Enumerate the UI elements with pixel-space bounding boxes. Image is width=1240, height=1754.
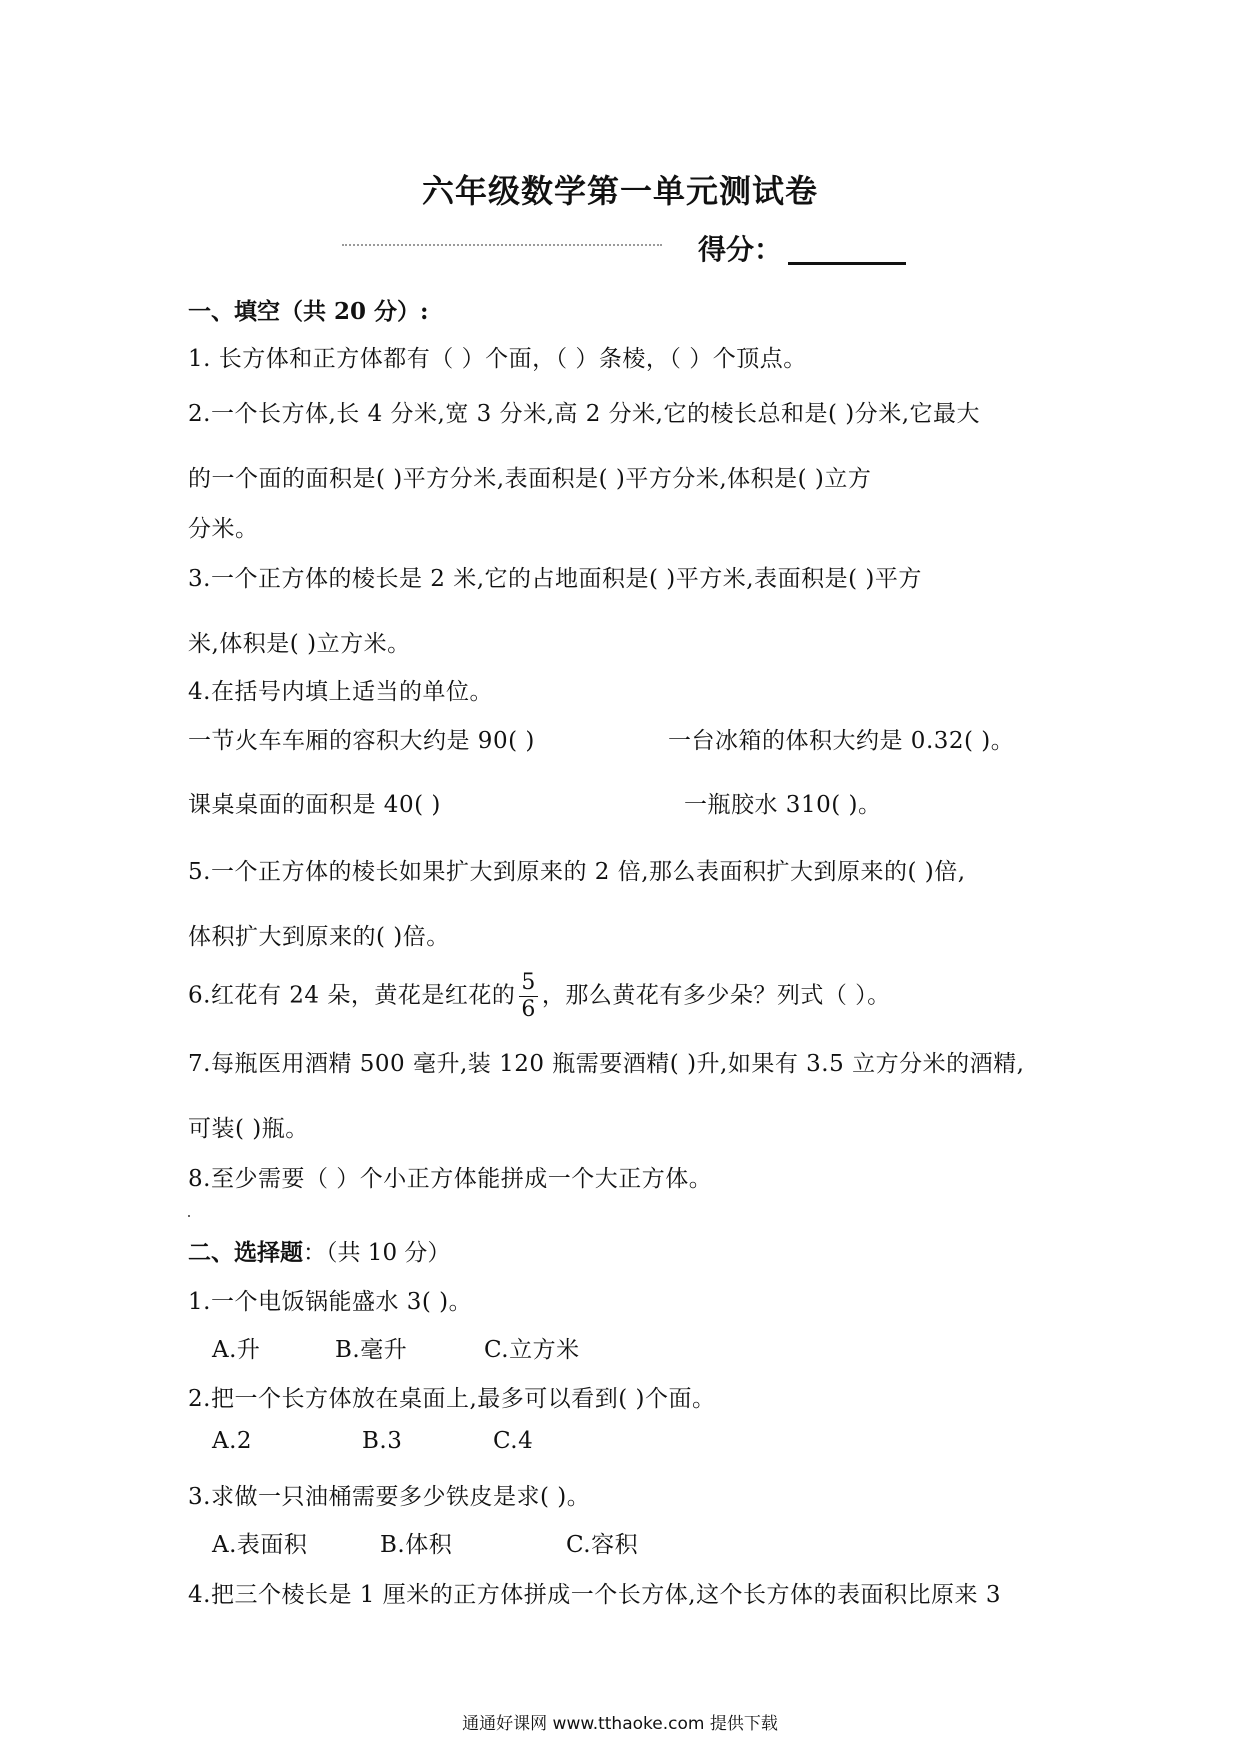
score-blank [788,262,906,265]
question-1-5-line2: 体积扩大到原来的( )倍。 [188,924,450,950]
section2-heading [188,1234,450,1267]
fraction-denominator: 6 [521,997,536,1022]
question-1-4-intro: 4.在括号内填上适当的单位。 [188,679,493,705]
dotted-leader [342,232,662,246]
question-1-4-desk: 课桌桌面的面积是 40( ) [188,792,441,818]
question-1-4-fridge: 一台冰箱的体积大约是 0.32( )。 [668,728,1015,754]
question-1-2-line3: 分米。 [188,516,259,542]
scan-speck [188,1215,190,1217]
question-1-1: 1. 长方体和正方体都有（ ）个面，（ ）条棱，（ ）个顶点。 [188,346,807,372]
page-title: 六年级数学第一单元测试卷 [421,172,818,210]
footer-credit: 通通好课网 www.tthaoke.com 提供下载 [462,1714,778,1734]
question-1-6-end: ，那么黄花有多少朵？列式（ ）。 [541,982,891,1009]
question-1-2-line1: 2.一个长方体,长 4 分米,宽 3 分米,高 2 分米,它的棱长总和是( )分米,它最大 [188,401,981,427]
question-2-3: 3.求做一只油桶需要多少铁皮是求( )。 [188,1484,591,1510]
section2-heading-rest: ：（共 10 分） [303,1240,451,1266]
option-2-3-b: B.体积 [380,1532,453,1558]
question-1-6 [188,970,891,1023]
option-2-1-c: C.立方米 [484,1337,580,1363]
question-2-1: 1.一个电饭锅能盛水 3( )。 [188,1289,473,1315]
section2-heading-bold: 二、选择题 [188,1239,303,1266]
question-1-6-start: 6.红花有 24 朵，黄花是红花的 [188,982,516,1009]
option-2-1-b: B.毫升 [335,1337,408,1363]
option-2-2-a: A.2 [212,1428,253,1454]
question-1-7-line2: 可装( )瓶。 [188,1116,309,1142]
question-1-2-line2: 的一个面的面积是( )平方分米,表面积是( )平方分米,体积是( )立方 [188,466,872,492]
question-1-7-line1: 7.每瓶医用酒精 500 毫升,装 120 瓶需要酒精( )升,如果有 3.5 立方分米的酒精, [188,1051,1025,1077]
fraction-five-sixths [519,970,538,1023]
fraction-numerator: 5 [521,970,536,995]
option-2-2-c: C.4 [493,1428,534,1454]
question-1-4-train: 一节火车车厢的容积大约是 90( ) [188,728,535,754]
option-2-1-a: A.升 [212,1337,261,1363]
section1-heading: 一、填空（共 20 分）: [188,298,429,325]
question-2-4: 4.把三个棱长是 1 厘米的正方体拼成一个长方体,这个长方体的表面积比原来 3 [188,1582,1001,1608]
question-1-3-line2: 米,体积是( )立方米。 [188,631,411,657]
question-1-5-line1: 5.一个正方体的棱长如果扩大到原来的 2 倍,那么表面积扩大到原来的( )倍, [188,859,966,885]
question-2-2: 2.把一个长方体放在桌面上,最多可以看到( )个面。 [188,1386,716,1412]
option-2-3-a: A.表面积 [212,1532,308,1558]
question-1-8: 8.至少需要（ ）个小正方体能拼成一个大正方体。 [188,1166,713,1192]
question-1-4-glue: 一瓶胶水 310( )。 [684,792,882,818]
option-2-3-c: C.容积 [566,1532,639,1558]
score-field [698,228,906,268]
question-1-3-line1: 3.一个正方体的棱长是 2 米,它的占地面积是( )平方米,表面积是( )平方 [188,566,922,592]
option-2-2-b: B.3 [362,1428,403,1454]
score-label: 得分： [698,233,783,266]
